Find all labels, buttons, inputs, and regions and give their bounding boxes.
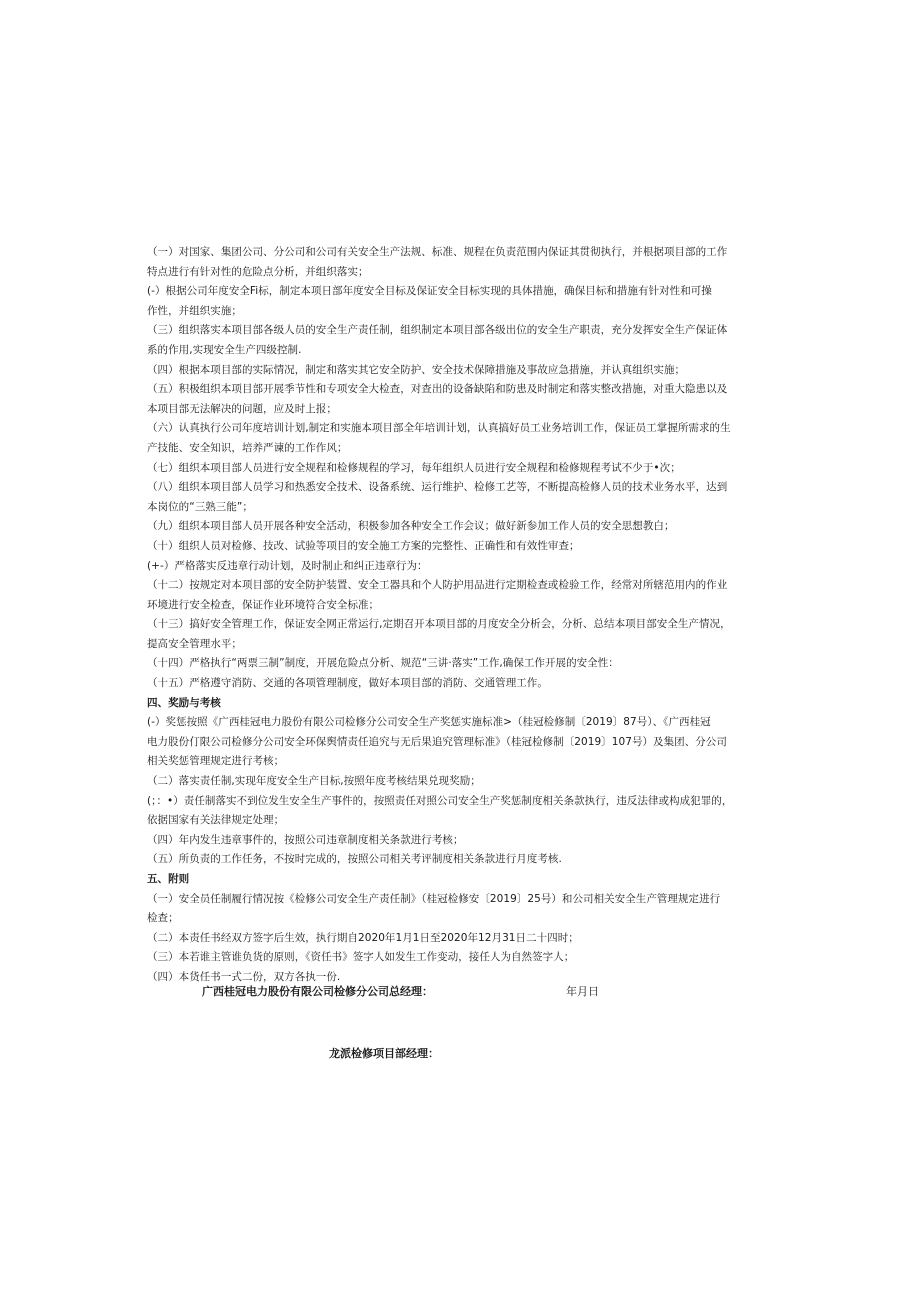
text-line: （三）组织落实本项目部各级人员的安全生产责任制，组织制定本项目部各级出位的安全生产职责，充分发挥安全生产保证体 — [147, 324, 728, 337]
text-line: （三）本若谁主管谁负货的原则，《资任书》签字人如发生工作变动，接任人为自然签字人； — [147, 951, 575, 964]
text-line: 产技能、安全知识，培养严谏的工作作风； — [147, 441, 348, 454]
text-line: （十五）严格遵守消防、交通的各项管理制度，做好本项目部的消防、交通管理工作。 — [147, 677, 548, 690]
text-line: （一）对国家、集团公司、分公司和公司有关安全生产法规、标准、规程在负责范围内保证其贯彻执行，并根据项目部的工作 — [147, 246, 728, 258]
text-line: 依据国家有关法律规定处理； — [147, 814, 285, 827]
text-line: 提高安全管理水平； — [147, 637, 242, 650]
text-line: 系的作用,实现安全生产四级控制. — [147, 343, 302, 356]
text-line: 电力股份仃限公司检修分公司安全环保舆情责任追究与无后果追究管理标准》（桂冠检修制〔2019〕107号）及集团、分公司 — [147, 735, 727, 748]
text-line: 环境进行安全检查，保证作业环境符合安全标准； — [147, 598, 380, 611]
text-line: （十二）按规定对本项目部的安全防护装置、安全工器具和个人防护用品进行定期检查或检验工作，经常对所辖范用内的作业 — [147, 579, 728, 592]
text-line: （一）安全员任制履行情况按《检修公司安全生产责任制》（桂冠检修安〔2019〕25号）和公司相关安全生产管理规定进行 — [147, 892, 721, 905]
text-line: 特点进行有针对性的危险点分析，并组织落实； — [147, 265, 369, 278]
company-signature-label: 广西桂冠电力股份有限公司检修分公司总经理： — [202, 985, 433, 998]
text-line: 检查； — [147, 912, 179, 925]
section-heading: 四、奖励与考核 — [147, 696, 221, 709]
section-heading: 五、附则 — [147, 873, 190, 885]
text-line: （二）落实责任制,实现年度安全生产目标,按照年度考核结果兑现奖励； — [147, 775, 481, 788]
text-line: （五）积极组织本项目部开展季节性和专项安全大检查，对查出的设备缺陷和防患及时制定和落实整改措施，对重大隐患以及 — [147, 383, 728, 396]
text-line: （十三）搞好安全管理工作，保证安全网正常运行,定期召开本项目部的月度安全分析会，分析、总结本项目部安全生产情况， — [147, 618, 731, 631]
text-line: （六）认真执行公司年度培训计划,制定和实施本项目部全年培训计划，认真搞好员工业务培训工作，保证员工掌握所需求的生 — [147, 422, 731, 435]
text-line: （四）本货任书一式二份，双方各执一份. — [147, 970, 341, 983]
project-signature-label: 龙派检修项目部经理： — [329, 1047, 439, 1060]
text-line: （九）组织本项目部人员开展各种安全活动，积极参加各种安全工作会议；做好新参加工作人员的安全思想教白； — [147, 520, 675, 533]
text-line: 本项目部无法解决的问题，应及时上报； — [147, 402, 337, 415]
text-line: （五）所负责的工作任务，不按时完成的，按照公司相关考评制度相关条款进行月度考核. — [147, 853, 562, 866]
text-line: 作性，并组织实施； — [147, 304, 242, 317]
text-line: （四）根据本项目部的实际情况，制定和落实其它安全防护、安全技术保障措施及事故应急措施，并认真组织实施； — [147, 363, 686, 376]
text-line: （八）组织本项目部人员学习和热悉安全技术、设备系统、运行维护、检修工艺等，不断提高检修人员的技术业务水平，达到 — [147, 481, 728, 494]
text-line: （二）本责任书经双方签字后生效，执行期自2020年1月1日至2020年12月31日二十四时； — [147, 931, 579, 944]
signature-date-label: 年月日 — [566, 985, 599, 998]
text-line: （四）年内发生违章事件的，按照公司违章制度相关条款进行考核； — [147, 833, 464, 846]
document-body — [147, 243, 747, 988]
text-line: (+-）严格落实反违章行动计划，及时制止和纠正违章行为： — [147, 559, 428, 572]
text-line: 相关奖惩管理规定进行考核； — [147, 755, 285, 768]
text-line: （十）组织人员对检修、技改、试验等项目的安全施工方案的完整性、正确性和有效性审查； — [147, 539, 580, 552]
text-line: （七）组织本项目部人员进行安全规程和检修规程的学习，每年组织人员进行安全规程和检修规程考试不少于•次； — [147, 461, 681, 474]
text-line: (-）根据公司年度安全Fi标，制定本项日部年度安全目标及保证安全目标实现的具体措施，确保目标和措施有针对性和可操 — [147, 285, 712, 298]
text-line: （十四）严格执行“两票三制”制度，开展危险点分析、规范“三讲·落实”工作,确保工作开展的安全性： — [147, 657, 619, 670]
text-line: (；：•）责任制落实不到位发生安全生产事件的，按照责任对照公司安全生产奖惩制度相关条款执行，违反法律或构成犯罪的， — [147, 794, 733, 807]
text-line: (-）奖惩按照《广西桂冠电力股份有限公司检修分公司安全生产奖惩实施标准>（桂冠检修制〔2019〕87号）、《广西桂冠 — [147, 716, 711, 729]
text-line: 本岗位的“三熟三能”； — [147, 500, 253, 513]
